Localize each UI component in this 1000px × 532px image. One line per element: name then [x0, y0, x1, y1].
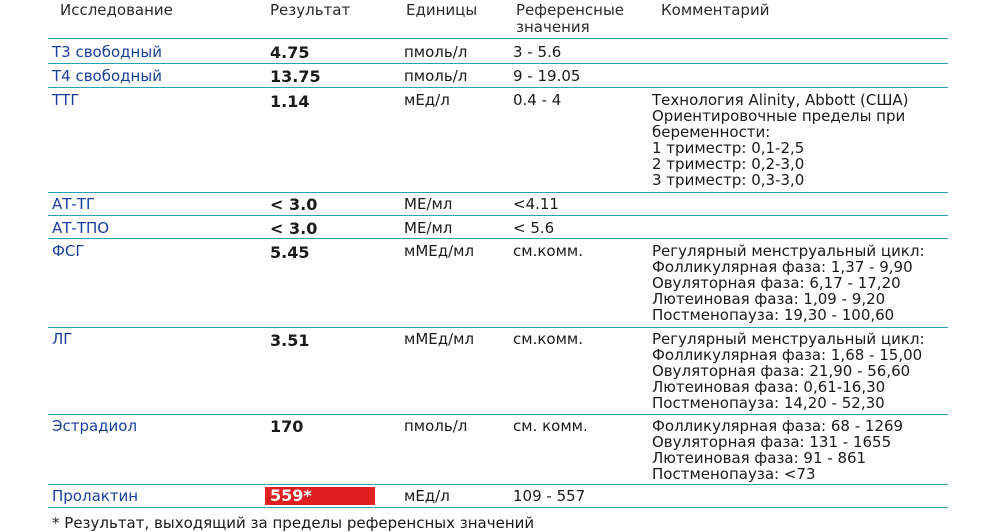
row-name: Эстрадиол: [52, 417, 138, 435]
row-result: 1.14: [270, 92, 310, 111]
comment-line: беременности:: [652, 123, 771, 141]
comment-line: Технология Alinity, Abbott (США): [652, 91, 909, 109]
header-comment: Комментарий: [661, 1, 770, 19]
footnote: * Результат, выходящий за пределы референсных значений: [52, 514, 535, 532]
divider: [48, 87, 948, 88]
row-ref: см.комм.: [513, 242, 583, 260]
divider: [48, 484, 948, 485]
row-units: МЕ/мл: [404, 195, 453, 213]
comment-line: Регулярный менструальный цикл:: [652, 242, 925, 260]
row-units: пмоль/л: [404, 67, 468, 85]
row-units: МЕ/мл: [404, 219, 453, 237]
header-units: Единицы: [406, 1, 478, 19]
row-name: Т4 свободный: [52, 67, 162, 85]
row-units: мМЕд/мл: [404, 330, 475, 348]
divider: [48, 327, 948, 328]
row-result: 3.51: [270, 331, 310, 350]
comment-line: Овуляторная фаза: 131 - 1655: [652, 433, 892, 451]
header-ref-line1: Референсные: [516, 1, 625, 19]
row-comment: [652, 331, 925, 411]
comment-line: Овуляторная фаза: 6,17 - 17,20: [652, 274, 901, 292]
row-ref: < 5.6: [513, 219, 555, 237]
row-ref: см.комм.: [513, 330, 583, 348]
row-result: < 3.0: [270, 219, 318, 238]
comment-line: 3 триместр: 0,3-3,0: [652, 171, 805, 189]
row-name: ФСГ: [52, 242, 85, 260]
header-result: Результат: [270, 1, 351, 19]
row-comment: [652, 418, 903, 482]
row-comment: [652, 243, 925, 323]
row-units: мМЕд/мл: [404, 242, 475, 260]
comment-line: Лютеиновая фаза: 0,61-16,30: [652, 378, 886, 396]
row-comment: [652, 92, 909, 188]
row-name: АТ-ТГ: [52, 195, 96, 213]
divider: [48, 414, 948, 415]
row-name: Пролактин: [52, 487, 139, 505]
comment-line: Ориентировочные пределы при: [652, 107, 906, 125]
row-ref: 9 - 19.05: [513, 67, 581, 85]
table-header: [0, 2, 1000, 38]
comment-line: Фолликулярная фаза: 1,37 - 9,90: [652, 258, 913, 276]
row-name: ЛГ: [52, 330, 73, 348]
row-units: пмоль/л: [404, 43, 468, 61]
comment-line: Регулярный менструальный цикл:: [652, 330, 925, 348]
comment-line: Постменопауза: <73: [652, 465, 816, 483]
row-units: пмоль/л: [404, 417, 468, 435]
row-result: 4.75: [270, 43, 310, 62]
divider: [48, 38, 948, 39]
row-ref: <4.11: [513, 195, 559, 213]
row-result: < 3.0: [270, 195, 318, 214]
divider: [48, 63, 948, 64]
header-ref-line2: значения: [516, 18, 590, 36]
divider: [48, 238, 948, 239]
comment-line: Фолликулярная фаза: 68 - 1269: [652, 417, 904, 435]
divider: [48, 192, 948, 193]
comment-line: 1 триместр: 0,1-2,5: [652, 139, 805, 157]
comment-line: Лютеиновая фаза: 91 - 861: [652, 449, 867, 467]
row-name: Т3 свободный: [52, 43, 162, 61]
comment-line: Фолликулярная фаза: 1,68 - 15,00: [652, 346, 923, 364]
row-result: 13.75: [270, 67, 321, 86]
row-name: АТ-ТПО: [52, 219, 110, 237]
comment-line: 2 триместр: 0,2-3,0: [652, 155, 805, 173]
comment-line: Лютеиновая фаза: 1,09 - 9,20: [652, 290, 886, 308]
row-result: 5.45: [270, 243, 310, 262]
row-ref: см. комм.: [513, 417, 588, 435]
row-result: 170: [270, 417, 304, 436]
row-name: ТТГ: [52, 91, 80, 109]
row-ref: 109 - 557: [513, 487, 586, 505]
comment-line: Постменопауза: 19,30 - 100,60: [652, 306, 895, 324]
row-result: 559*: [270, 486, 312, 505]
comment-line: Постменопауза: 14,20 - 52,30: [652, 394, 885, 412]
row-units: мЕд/л: [404, 91, 450, 109]
comment-line: Овуляторная фаза: 21,90 - 56,60: [652, 362, 911, 380]
header-study: Исследование: [60, 1, 173, 19]
divider: [48, 215, 948, 216]
divider: [48, 507, 948, 508]
row-ref: 0.4 - 4: [513, 91, 562, 109]
row-ref: 3 - 5.6: [513, 43, 562, 61]
row-units: мЕд/л: [404, 487, 450, 505]
